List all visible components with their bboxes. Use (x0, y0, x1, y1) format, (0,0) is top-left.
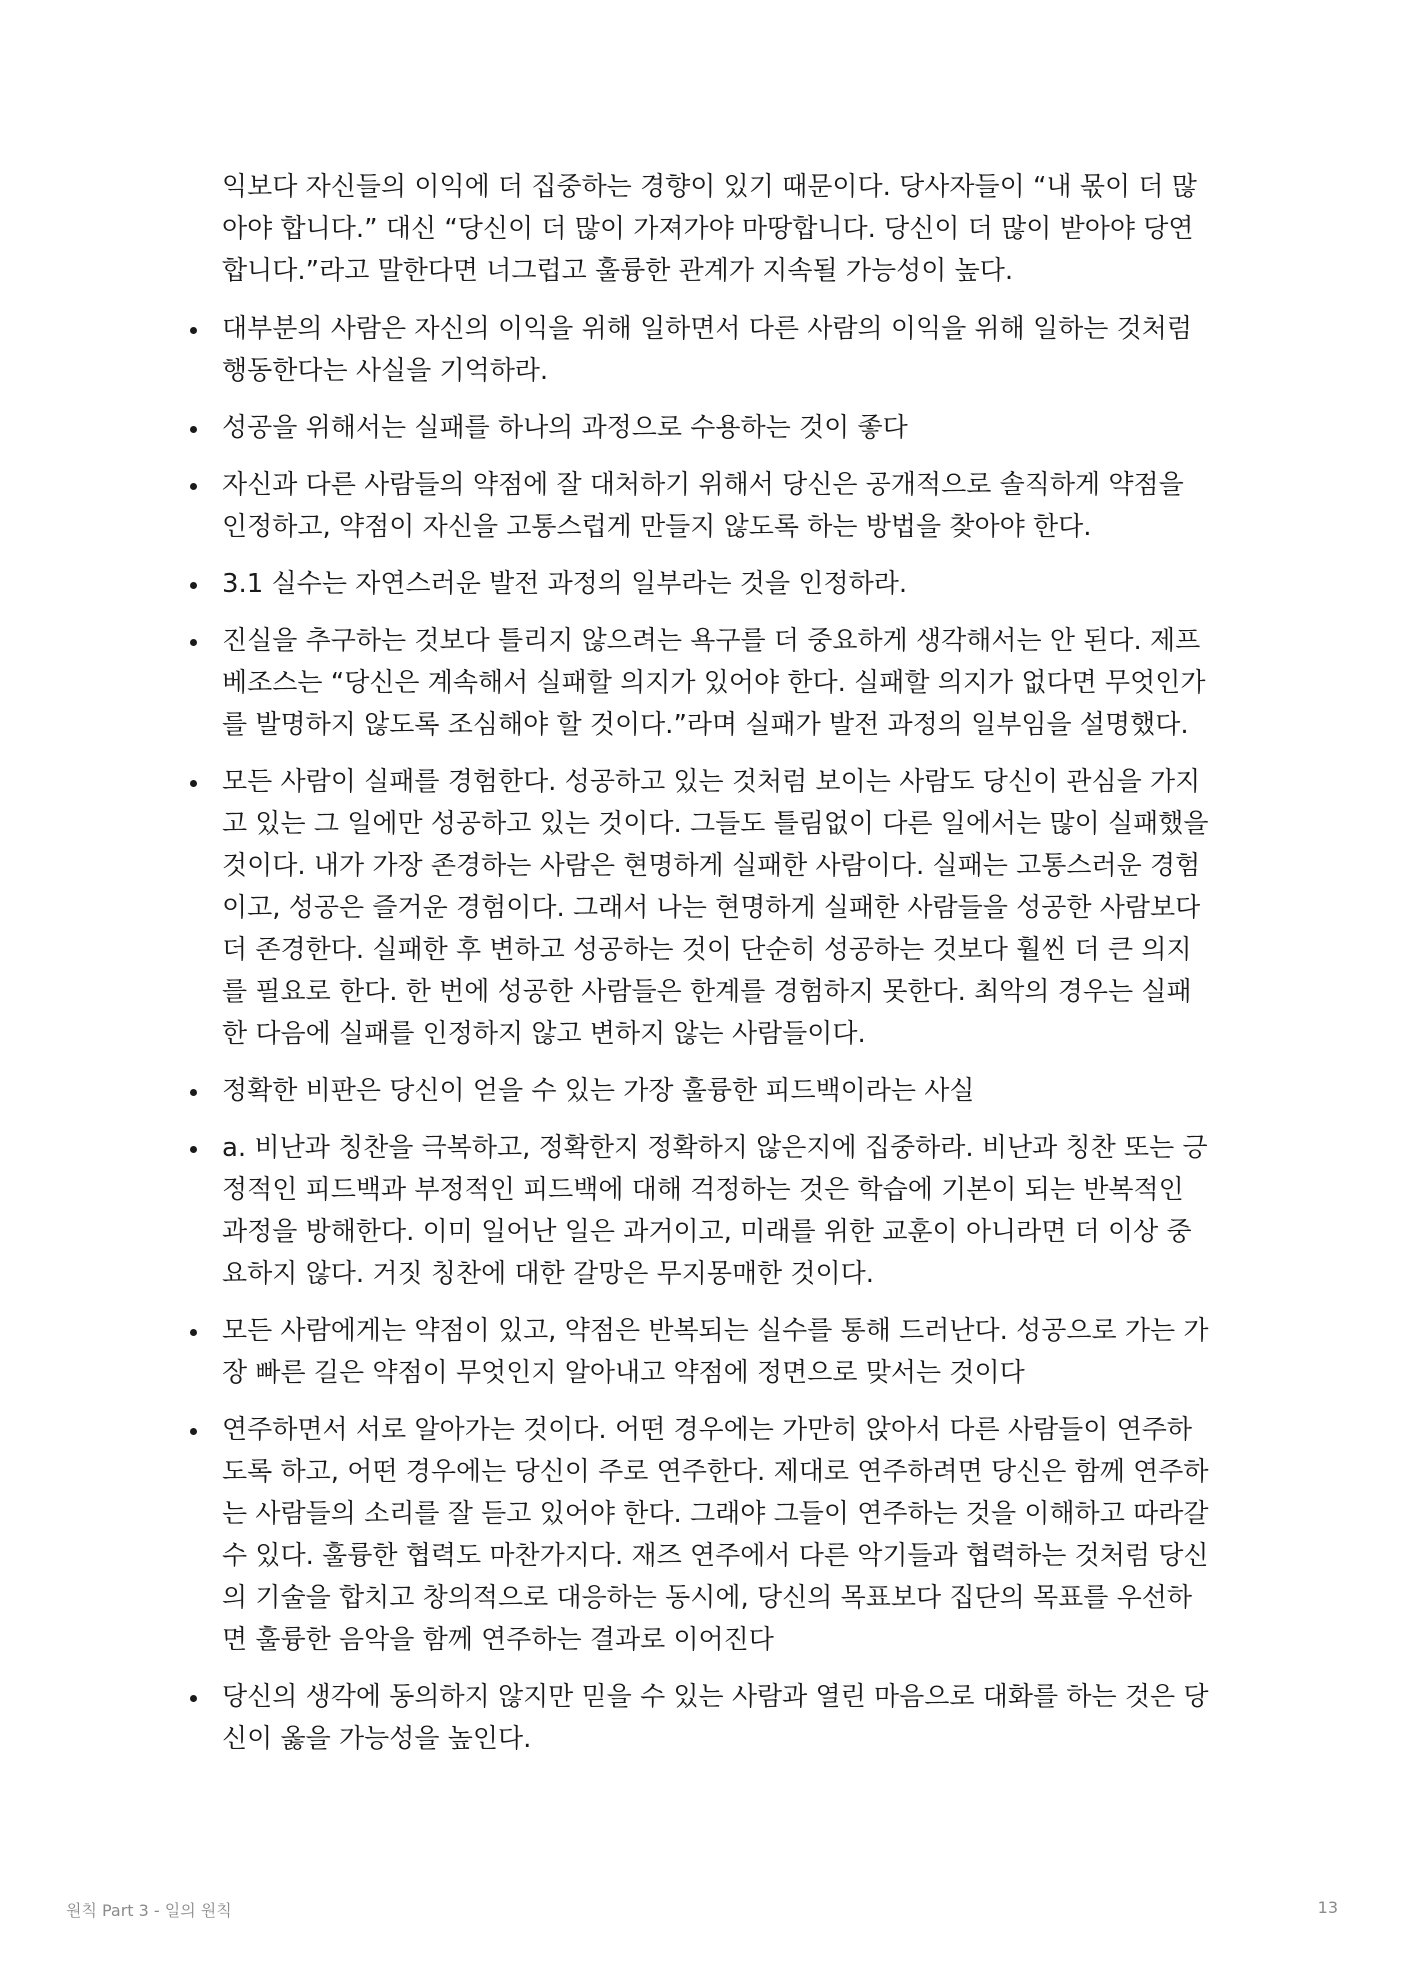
list-item: 성공을 위해서는 실패를 하나의 과정으로 수용하는 것이 좋다 (186, 407, 1246, 449)
bullet-list (186, 308, 1246, 1760)
list-item: 정확한 비판은 당신이 얻을 수 있는 가장 훌륭한 피드백이라는 사실 (186, 1070, 1246, 1112)
list-item: a. 비난과 칭찬을 극복하고, 정확한지 정확하지 않은지에 집중하라. 비난과 칭찬 또는 긍 정적인 피드백과 부정적인 피드백에 대해 걱정하는 것은 학습에 기본이 되는 반복적인 과정을 방해한다. 이미 일어난 일은 과거이고, 미래를 위한 교훈이 아니라면 더 이상 중 요하지 않다. 거짓 칭찬에 대한 갈망은 무지몽매한 것이다. (186, 1127, 1246, 1295)
intro-paragraph: 익보다 자신들의 이익에 더 집중하는 경향이 있기 때문이다. 당사자들이 “내 몫이 더 많 아야 합니다.” 대신 “당신이 더 많이 가져가야 마땅합니다. 당신이 더 많이 받아야 당연 합니다.”라고 말한다면 너그럽고 훌륭한 관계가 지속될 가능성이 높다. (222, 172, 1197, 286)
footer-document-title: 원칙 Part 3 - 일의 원칙 (66, 1901, 232, 1920)
list-item: 연주하면서 서로 알아가는 것이다. 어떤 경우에는 가만히 앉아서 다른 사람들이 연주하 도록 하고, 어떤 경우에는 당신이 주로 연주한다. 제대로 연주하려면 당신은 함께 연주하 는 사람들의 소리를 잘 듣고 있어야 한다. 그래야 그들이 연주하는 것을 이해하고 따라갈 수 있다. 훌륭한 협력도 마찬가지다. 재즈 연주에서 다른 악기들과 협력하는 것처럼 당신 의 기술을 합치고 창의적으로 대응하는 동시에, 당신의 목표보다 집단의 목표를 우선하 면 훌륭한 음악을 함께 연주하는 결과로 이어진다 (186, 1409, 1246, 1661)
list-item: 대부분의 사람은 자신의 이익을 위해 일하면서 다른 사람의 이익을 위해 일하는 것처럼 행동한다는 사실을 기억하라. (186, 308, 1246, 392)
list-item: 3.1 실수는 자연스러운 발전 과정의 일부라는 것을 인정하라. (186, 563, 1246, 605)
list-item: 당신의 생각에 동의하지 않지만 믿을 수 있는 사람과 열린 마음으로 대화를 하는 것은 당 신이 옳을 가능성을 높인다. (186, 1676, 1246, 1760)
list-item: 모든 사람이 실패를 경험한다. 성공하고 있는 것처럼 보이는 사람도 당신이 관심을 가지 고 있는 그 일에만 성공하고 있는 것이다. 그들도 틀림없이 다른 일에서는 많이 실패했을 것이다. 내가 가장 존경하는 사람은 현명하게 실패한 사람이다. 실패는 고통스러운 경험 이고, 성공은 즐거운 경험이다. 그래서 나는 현명하게 실패한 사람들을 성공한 사람보다 더 존경한다. 실패한 후 변하고 성공하는 것이 단순히 성공하는 것보다 훨씬 더 큰 의지 를 필요로 한다. 한 번에 성공한 사람들은 한계를 경험하지 못한다. 최악의 경우는 실패 한 다음에 실패를 인정하지 않고 변하지 않는 사람들이다. (186, 761, 1246, 1055)
page-number: 13 (1317, 1898, 1338, 1917)
list-item: 진실을 추구하는 것보다 틀리지 않으려는 욕구를 더 중요하게 생각해서는 안 된다. 제프 베조스는 “당신은 계속해서 실패할 의지가 있어야 한다. 실패할 의지가 없다면 무엇인가 를 발명하지 않도록 조심해야 할 것이다.”라며 실패가 발전 과정의 일부임을 설명했다. (186, 620, 1246, 746)
page-content (186, 166, 1246, 1775)
list-item: 모든 사람에게는 약점이 있고, 약점은 반복되는 실수를 통해 드러난다. 성공으로 가는 가 장 빠른 길은 약점이 무엇인지 알아내고 약점에 정면으로 맞서는 것이다 (186, 1310, 1246, 1394)
list-item: 자신과 다른 사람들의 약점에 잘 대처하기 위해서 당신은 공개적으로 솔직하게 약점을 인정하고, 약점이 자신을 고통스럽게 만들지 않도록 하는 방법을 찾아야 한다. (186, 464, 1246, 548)
